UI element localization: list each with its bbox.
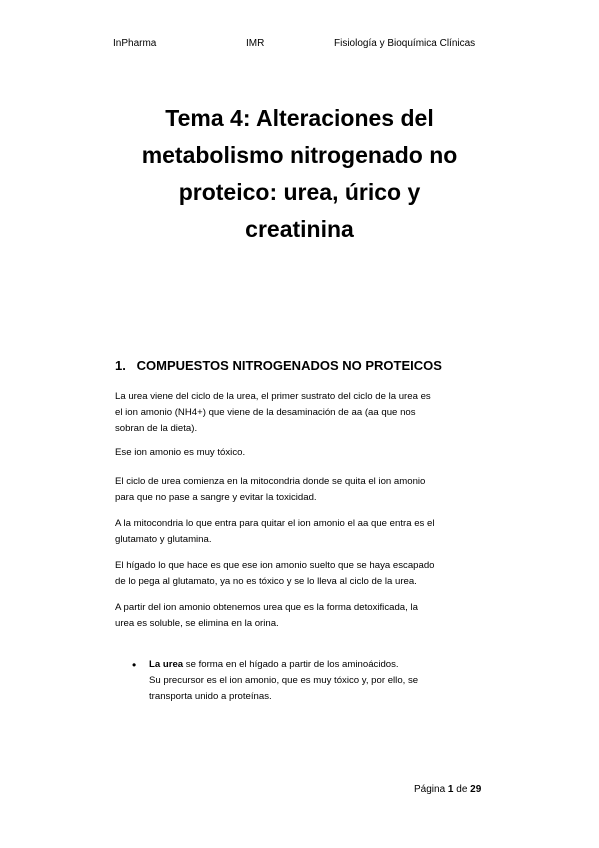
page-footer: [414, 784, 481, 795]
title-line-2: metabolismo nitrogenado no: [141, 142, 458, 168]
paragraph-line: A partir del ion amonio obtenemos urea que es la forma detoxificada, la: [115, 602, 418, 613]
bullet-line-3: transporta unido a proteínas.: [149, 691, 272, 702]
paragraph-line: glutamato y glutamina.: [115, 534, 212, 545]
bullet-line-1-rest: se forma en el hígado a partir de los aminoácidos.: [183, 659, 399, 670]
section-heading-text: COMPUESTOS NITROGENADOS NO PROTEICOS: [136, 358, 442, 373]
page-header: [0, 38, 599, 54]
section-heading: [115, 358, 515, 373]
header-middle-text: IMR: [246, 38, 265, 49]
paragraph-line: El ciclo de urea comienza en la mitocondria donde se quita el ion amonio: [115, 476, 426, 487]
paragraph-line: de lo pega al glutamato, ya no es tóxico y se lo lleva al ciclo de la urea.: [115, 576, 417, 587]
bullet-line-1: [149, 657, 490, 673]
footer-page-label: Página: [414, 784, 446, 795]
list-item: [130, 657, 490, 705]
paragraph-line: para que no pase a sangre y evitar la toxicidad.: [115, 492, 317, 503]
section-number: 1.: [115, 358, 126, 373]
bullet-lead-text: La urea: [149, 659, 184, 670]
title-line-4: creatinina: [245, 216, 354, 242]
title-line-1: Tema 4: Alteraciones del: [165, 105, 434, 131]
paragraph-line: urea es soluble, se elimina en la orina.: [115, 618, 279, 629]
paragraph-1: [115, 389, 495, 437]
paragraph-line: Ese ion amonio es muy tóxico.: [115, 447, 246, 458]
header-left-text: InPharma: [113, 38, 157, 49]
paragraph-5: [115, 558, 495, 590]
paragraph-6: [115, 600, 495, 632]
paragraph-2: [115, 445, 495, 461]
bullet-line-2: Su precursor es el ion amonio, que es muy tóxico y, por ello, se: [149, 675, 419, 686]
title-line-3: proteico: urea, úrico y: [178, 179, 421, 205]
paragraph-3: [115, 474, 495, 506]
paragraph-line: A la mitocondria lo que entra para quitar el ion amonio el aa que entra es el: [115, 518, 435, 529]
paragraph-line: sobran de la dieta).: [115, 423, 198, 434]
paragraph-line: La urea viene del ciclo de la urea, el primer sustrato del ciclo de la urea es: [115, 391, 431, 402]
bullet-icon: •: [132, 658, 137, 672]
paragraph-4: [115, 516, 495, 548]
footer-total-pages: 29: [470, 784, 482, 795]
bullet-list: [130, 657, 490, 705]
header-right-text: Fisiología y Bioquímica Clínicas: [334, 38, 476, 49]
footer-of-label: de: [456, 784, 468, 795]
document-title: [80, 100, 519, 248]
paragraph-line: El hígado lo que hace es que ese ion amonio suelto que se haya escapado: [115, 560, 435, 571]
footer-current-page: 1: [447, 784, 454, 795]
paragraph-line: el ion amonio (NH4+) que viene de la desaminación de aa (aa que nos: [115, 407, 416, 418]
